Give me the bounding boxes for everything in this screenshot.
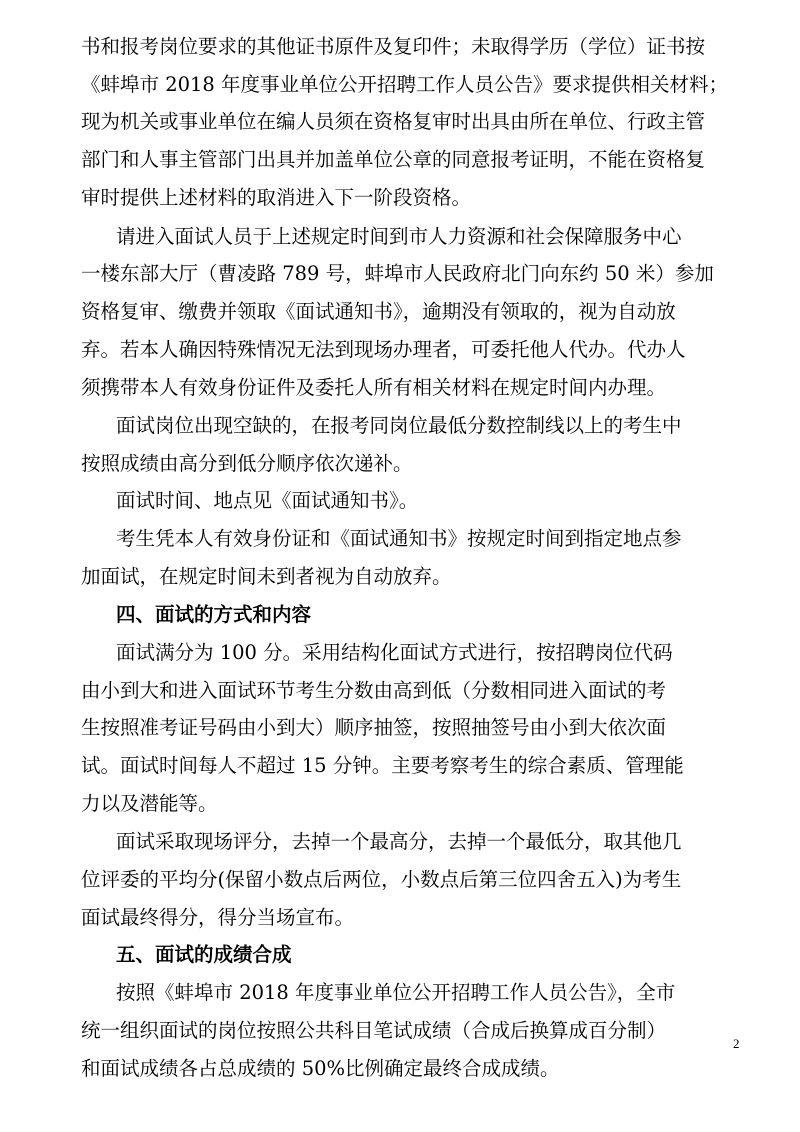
text-line: 现为机关或事业单位在编人员须在资格复审时出具由所在单位、行政主管 — [81, 110, 706, 133]
text-line: 资格复审、缴费并领取《面试通知书》，逾期没有领取的，视为自动放 — [81, 300, 676, 323]
text-line: 面试满分为 100 分。采用结构化面试方式进行，按招聘岗位代码 — [116, 641, 673, 664]
text-line: 须携带本人有效身份证件及委托人所有相关材料在规定时间内办理。 — [81, 376, 667, 399]
text-line: 审时提供上述材料的取消进入下一阶段资格。 — [81, 186, 472, 209]
text-line: 考生凭本人有效身份证和《面试通知书》按规定时间到指定地点参 — [116, 527, 682, 550]
text-line: 加面试，在规定时间未到者视为自动放弃。 — [81, 565, 452, 588]
text-line: 一楼东部大厅（曹凌路 789 号，蚌埠市人民政府北门向东约 50 米）参加 — [81, 262, 714, 285]
text-line: 书和报考岗位要求的其他证书原件及复印件；未取得学历（学位）证书按 — [81, 35, 706, 58]
text-line: 试。面试时间每人不超过 15 分钟。主要考察考生的综合素质、管理能 — [81, 754, 684, 777]
text-line: 生按照准考证号码由小到大）顺序抽签，按照抽签号由小到大依次面 — [81, 716, 667, 739]
text-line: 部门和人事主管部门出具并加盖单位公章的同意报考证明，不能在资格复 — [81, 148, 706, 171]
text-line: 弃。若本人确因特殊情况无法到现场办理者，可委托他人代办。代办人 — [81, 338, 686, 361]
text-line: 面试最终得分，得分当场宣布。 — [81, 906, 355, 929]
section-heading: 四、面试的方式和内容 — [116, 603, 312, 626]
section-heading: 五、面试的成绩合成 — [116, 943, 292, 966]
text-line: 请进入面试人员于上述规定时间到市人力资源和社会保障服务中心 — [116, 225, 682, 248]
text-line: 和面试成绩各占总成绩的 50%比例确定最终合成成绩。 — [81, 1057, 560, 1080]
text-line: 由小到大和进入面试环节考生分数由高到低（分数相同进入面试的考 — [81, 679, 667, 702]
text-line: 位评委的平均分(保留小数点后两位，小数点后第三位四舍五入)为考生 — [81, 868, 682, 891]
text-line: 面试采取现场评分，去掉一个最高分，去掉一个最低分，取其他几 — [116, 830, 682, 853]
text-line: 面试时间、地点见《面试通知书》。 — [116, 489, 419, 512]
text-line: 面试岗位出现空缺的，在报考同岗位最低分数控制线以上的考生中 — [116, 414, 682, 437]
text-line: 力以及潜能等。 — [81, 792, 218, 815]
page-number: 2 — [733, 1036, 740, 1051]
text-line: 统一组织面试的岗位按照公共科目笔试成绩（合成后换算成百分制） — [81, 1019, 667, 1042]
text-line: 《蚌埠市 2018 年度事业单位公开招聘工作人员公告》要求提供相关材料； — [81, 73, 729, 96]
text-line: 按照《蚌埠市 2018 年度事业单位公开招聘工作人员公告》，全市 — [116, 981, 676, 1004]
text-line: 按照成绩由高分到低分顺序依次递补。 — [81, 452, 413, 475]
